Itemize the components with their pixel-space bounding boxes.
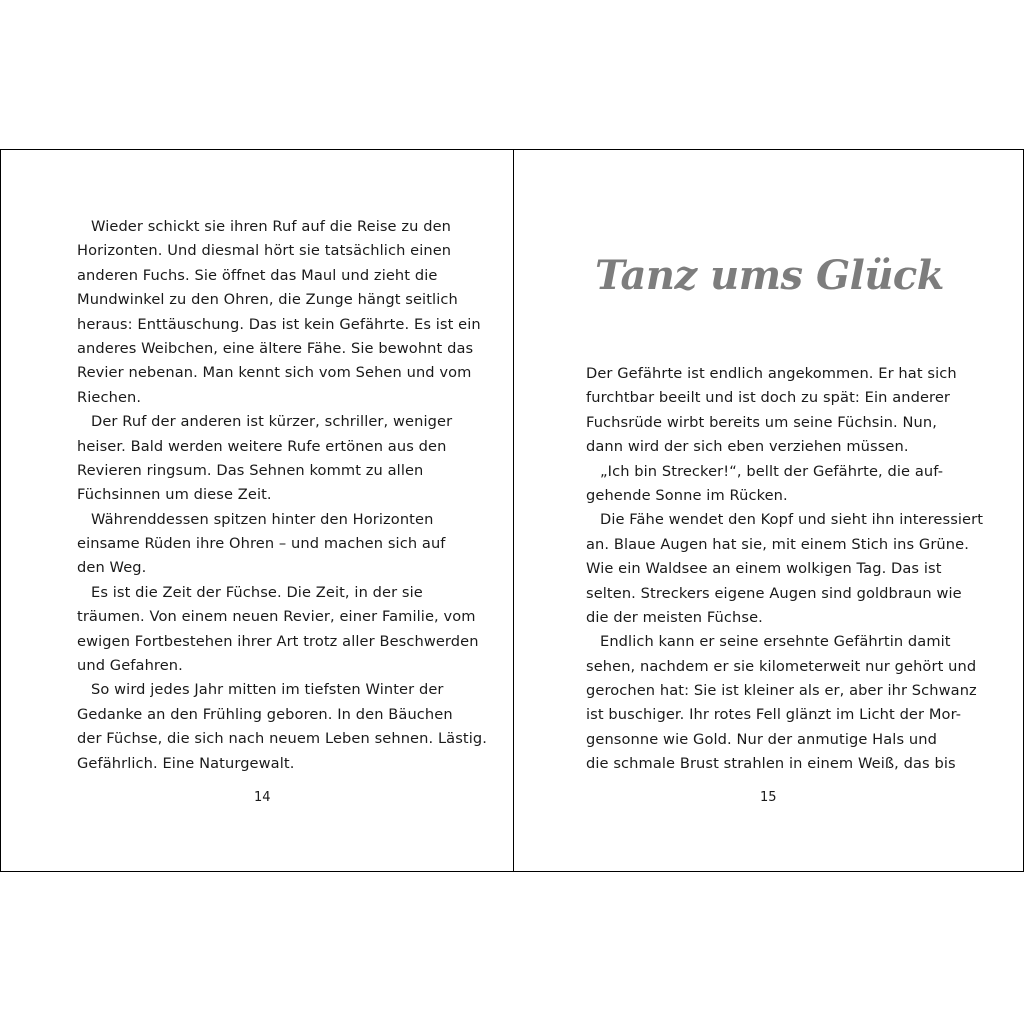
right-text-line: Die Fähe wendet den Kopf und sieht ihn interessiert: [600, 511, 984, 529]
left-text-line: den Weg.: [77, 559, 147, 577]
left-text-line: Revieren ringsum. Das Sehnen kommt zu allen: [77, 461, 424, 479]
left-text-line: der Füchse, die sich nach neuem Leben sehnen. Lästig.: [77, 730, 488, 748]
right-text-line: ist buschiger. Ihr rotes Fell glänzt im Licht der Mor-: [586, 706, 962, 724]
left-page: [0, 149, 514, 872]
right-text-line: furchtbar beeilt und ist doch zu spät: Ein anderer: [586, 389, 951, 407]
right-text-line: dann wird der sich eben verziehen müssen.: [586, 438, 909, 456]
right-text-line: Wie ein Waldsee an einem wolkigen Tag. Das ist: [586, 560, 942, 578]
left-text-line: und Gefahren.: [77, 657, 183, 675]
left-text-line: Mundwinkel zu den Ohren, die Zunge hängt seitlich: [77, 291, 458, 309]
left-text-line: ewigen Fortbestehen ihrer Art trotz aller Beschwerden: [77, 632, 479, 650]
right-page: [513, 149, 1024, 872]
left-text-line: Horizonten. Und diesmal hört sie tatsächlich einen: [77, 242, 452, 260]
right-text-line: die schmale Brust strahlen in einem Weiß, das bis: [586, 755, 956, 773]
left-text-line: heiser. Bald werden weitere Rufe ertönen aus den: [77, 437, 447, 455]
left-text-line: Währenddessen spitzen hinter den Horizonten: [91, 510, 434, 528]
book-spread: [0, 149, 1024, 874]
right-text-line: an. Blaue Augen hat sie, mit einem Stich ins Grüne.: [586, 535, 969, 553]
right-text-line: Fuchsrüde wirbt bereits um seine Füchsin. Nun,: [586, 413, 937, 431]
right-text-line: selten. Streckers eigene Augen sind goldbraun wie: [586, 584, 962, 602]
right-text-line: sehen, nachdem er sie kilometerweit nur gehört und: [586, 657, 977, 675]
left-text-line: Gefährlich. Eine Naturgewalt.: [77, 754, 295, 772]
left-text-line: Gedanke an den Frühling geboren. In den Bäuchen: [77, 705, 453, 723]
chapter-title: Tanz ums Glück: [595, 252, 944, 299]
left-page-number: 14: [254, 790, 271, 805]
left-text-line: heraus: Enttäuschung. Das ist kein Gefährte. Es ist ein: [77, 315, 481, 333]
right-text-line: die der meisten Füchse.: [586, 608, 763, 626]
left-text-line: anderes Weibchen, eine ältere Fähe. Sie bewohnt das: [77, 339, 474, 357]
right-text-line: „Ich bin Strecker!“, bellt der Gefährte, die auf-: [600, 462, 944, 480]
left-text-line: einsame Rüden ihre Ohren – und machen sich auf: [77, 535, 446, 553]
left-text-line: Revier nebenan. Man kennt sich vom Sehen und vom: [77, 364, 472, 382]
right-text-line: Endlich kann er seine ersehnte Gefährtin damit: [600, 633, 951, 651]
left-text-line: Füchsinnen um diese Zeit.: [77, 486, 272, 504]
left-page-body-text: [77, 215, 487, 776]
right-text-line: gerochen hat: Sie ist kleiner als er, aber ihr Schwanz: [586, 682, 977, 700]
left-text-line: Wieder schickt sie ihren Ruf auf die Reise zu den: [91, 218, 452, 235]
right-text-line: gehende Sonne im Rücken.: [586, 486, 788, 504]
right-page-body-text: [586, 362, 983, 777]
left-text-line: Der Ruf der anderen ist kürzer, schriller, weniger: [91, 413, 453, 431]
right-text-line: gensonne wie Gold. Nur der anmutige Hals und: [586, 730, 937, 748]
right-page-number: 15: [760, 790, 777, 805]
left-text-line: träumen. Von einem neuen Revier, einer Familie, vom: [77, 608, 476, 626]
left-text-line: Es ist die Zeit der Füchse. Die Zeit, in der sie: [91, 583, 423, 601]
right-text-line: Der Gefährte ist endlich angekommen. Er hat sich: [586, 365, 957, 382]
left-text-line: anderen Fuchs. Sie öffnet das Maul und zieht die: [77, 266, 438, 284]
left-text-line: So wird jedes Jahr mitten im tiefsten Winter der: [91, 681, 444, 699]
left-text-line: Riechen.: [77, 388, 142, 406]
